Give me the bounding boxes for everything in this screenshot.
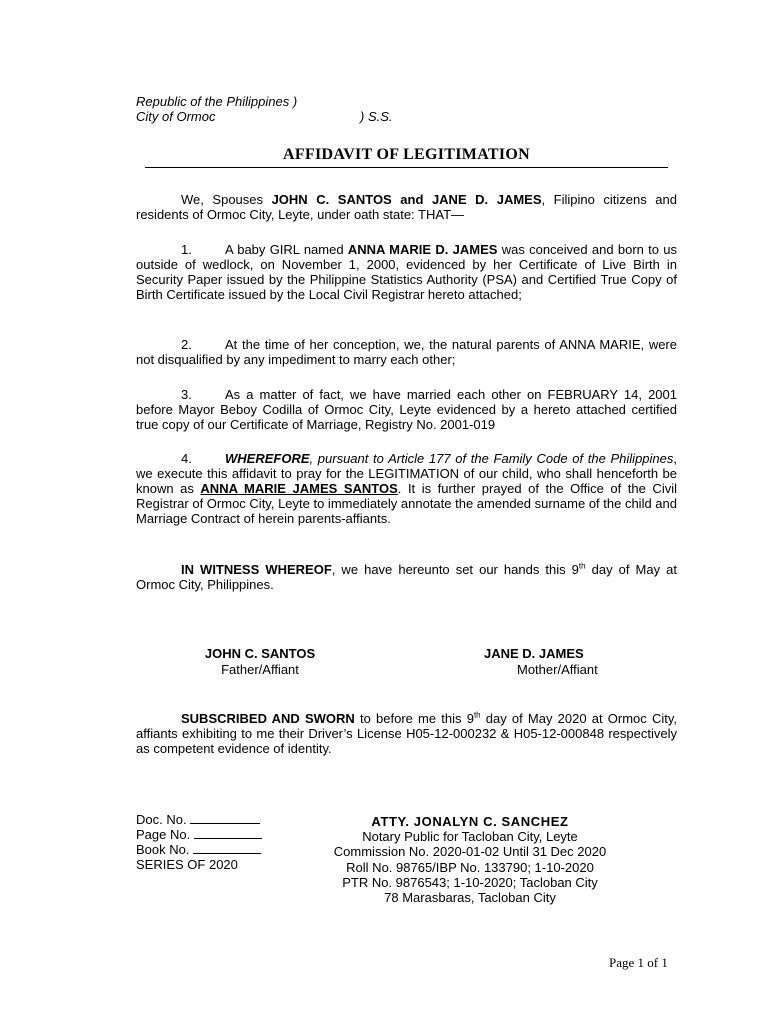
notary-roll: Roll No. 98765/IBP No. 133790; 1-10-2020: [346, 859, 594, 875]
page-no-blank: [194, 827, 262, 839]
jurat-sup: th: [473, 710, 481, 720]
paragraph-1: [136, 242, 677, 302]
witness-pre: , we have hereunto set our hands this 9: [331, 562, 579, 577]
paragraph-4: [136, 451, 677, 526]
notary-name: ATTY. JONALYN C. SANCHEZ: [371, 814, 569, 829]
para2-number: 2.: [181, 337, 192, 352]
intro-post: , Filipino citizens and residents of Ormoc City, Leyte, under oath state: THAT—: [136, 192, 677, 222]
notary-title: Notary Public for Tacloban City, Leyte: [362, 829, 578, 845]
witness-bold: IN WITNESS WHEREOF: [181, 562, 332, 577]
para1-post: was conceived and born to us outside of wedlock, on November 1, 2000, evidenced by her Certificate of Live Birth in Security Paper issued by the Philippine Statistics Authority (PSA) and Certified True Copy of Birth Certificate issued by the Local Civil Registrar hereto attached;: [136, 242, 677, 302]
witness-post: day of May at Ormoc City, Philippines.: [136, 562, 677, 592]
jurat-pre: to before me this 9: [354, 711, 474, 726]
para3-text: As a matter of fact, we have married each other on FEBRUARY 14, 2001 before Mayor Beboy Codilla of Ormoc City, Leyte evidenced by a hereto attached certified true copy of our Certificate of Marriage, Registry No. 2001-019: [136, 387, 677, 432]
intro-names: JOHN C. SANTOS and JANE D. JAMES: [271, 192, 542, 207]
para1-child-name: ANNA MARIE D. JAMES: [347, 242, 498, 257]
notary-address: 78 Marasbaras, Tacloban City: [384, 890, 556, 906]
venue-republic: Republic of the Philippines ): [136, 94, 298, 109]
jurat-post: day of May 2020 at Ormoc City, affiants exhibiting to me their Driver’s License H05-12-000232 & H05-12-000848 respectively as competent evidence of identity.: [136, 711, 677, 756]
jurat-bold: SUBSCRIBED AND SWORN: [181, 711, 355, 726]
witness-sup: th: [578, 561, 586, 571]
para2-text: At the time of her conception, we, the natural parents of ANNA MARIE, were not disqualified by any impediment to marry each other;: [136, 337, 677, 367]
page-number: Page 1 of 1: [609, 955, 668, 970]
father-name: JOHN C. SANTOS: [204, 646, 316, 661]
para3-number: 3.: [181, 387, 192, 402]
para4-number: 4.: [181, 451, 192, 466]
para4-mid: , we execute this affidavit to pray for the LEGITIMATION of our child, who shall henceforth be known as: [136, 451, 677, 496]
mother-signatory: [472, 646, 642, 678]
book-no-label: Book No.: [136, 842, 190, 857]
series-label: SERIES OF 2020: [136, 857, 238, 872]
witness-clause: [136, 562, 677, 592]
jurat-paragraph: [136, 711, 677, 756]
title-rule: [145, 146, 668, 168]
para4-post: . It is further prayed of the Office of the Civil Registrar of Ormoc City, Leyte to immediately annotate the amended surname of the child and Marriage Contract of herein parents-affiants.: [136, 481, 677, 526]
intro-paragraph: [136, 192, 677, 222]
mother-name: JANE D. JAMES: [484, 646, 584, 661]
venue-ss: ) S.S.: [360, 109, 393, 124]
venue-header: [136, 94, 393, 124]
intro-pre: We, Spouses: [181, 192, 272, 207]
para4-italic: , pursuant to Article 177 of the Family Code of the Philippines: [309, 451, 674, 466]
notary-commission: Commission No. 2020-01-02 Until 31 Dec 2020: [333, 844, 607, 860]
notary-ptr: PTR No. 9876543; 1-10-2020; Tacloban City: [342, 874, 598, 890]
notary-block: [320, 814, 620, 905]
mother-role: Mother/Affiant: [517, 662, 598, 677]
para4-new-name: ANNA MARIE JAMES SANTOS: [200, 481, 398, 496]
book-no-blank: [193, 842, 261, 854]
page-no-label: Page No.: [136, 827, 191, 842]
father-signatory: [190, 646, 330, 678]
paragraph-2: [136, 337, 677, 367]
para1-pre: A baby GIRL named: [225, 242, 348, 257]
document-registry: [136, 812, 262, 872]
para4-wherefore: WHEREFORE: [225, 451, 310, 466]
paragraph-3: [136, 387, 677, 432]
document-title: AFFIDAVIT OF LEGITIMATION: [283, 146, 530, 163]
father-role: Father/Affiant: [221, 662, 299, 677]
doc-no-blank: [190, 812, 260, 824]
doc-no-label: Doc. No.: [136, 812, 187, 827]
para1-number: 1.: [181, 242, 192, 257]
venue-city: City of Ormoc: [136, 109, 216, 124]
